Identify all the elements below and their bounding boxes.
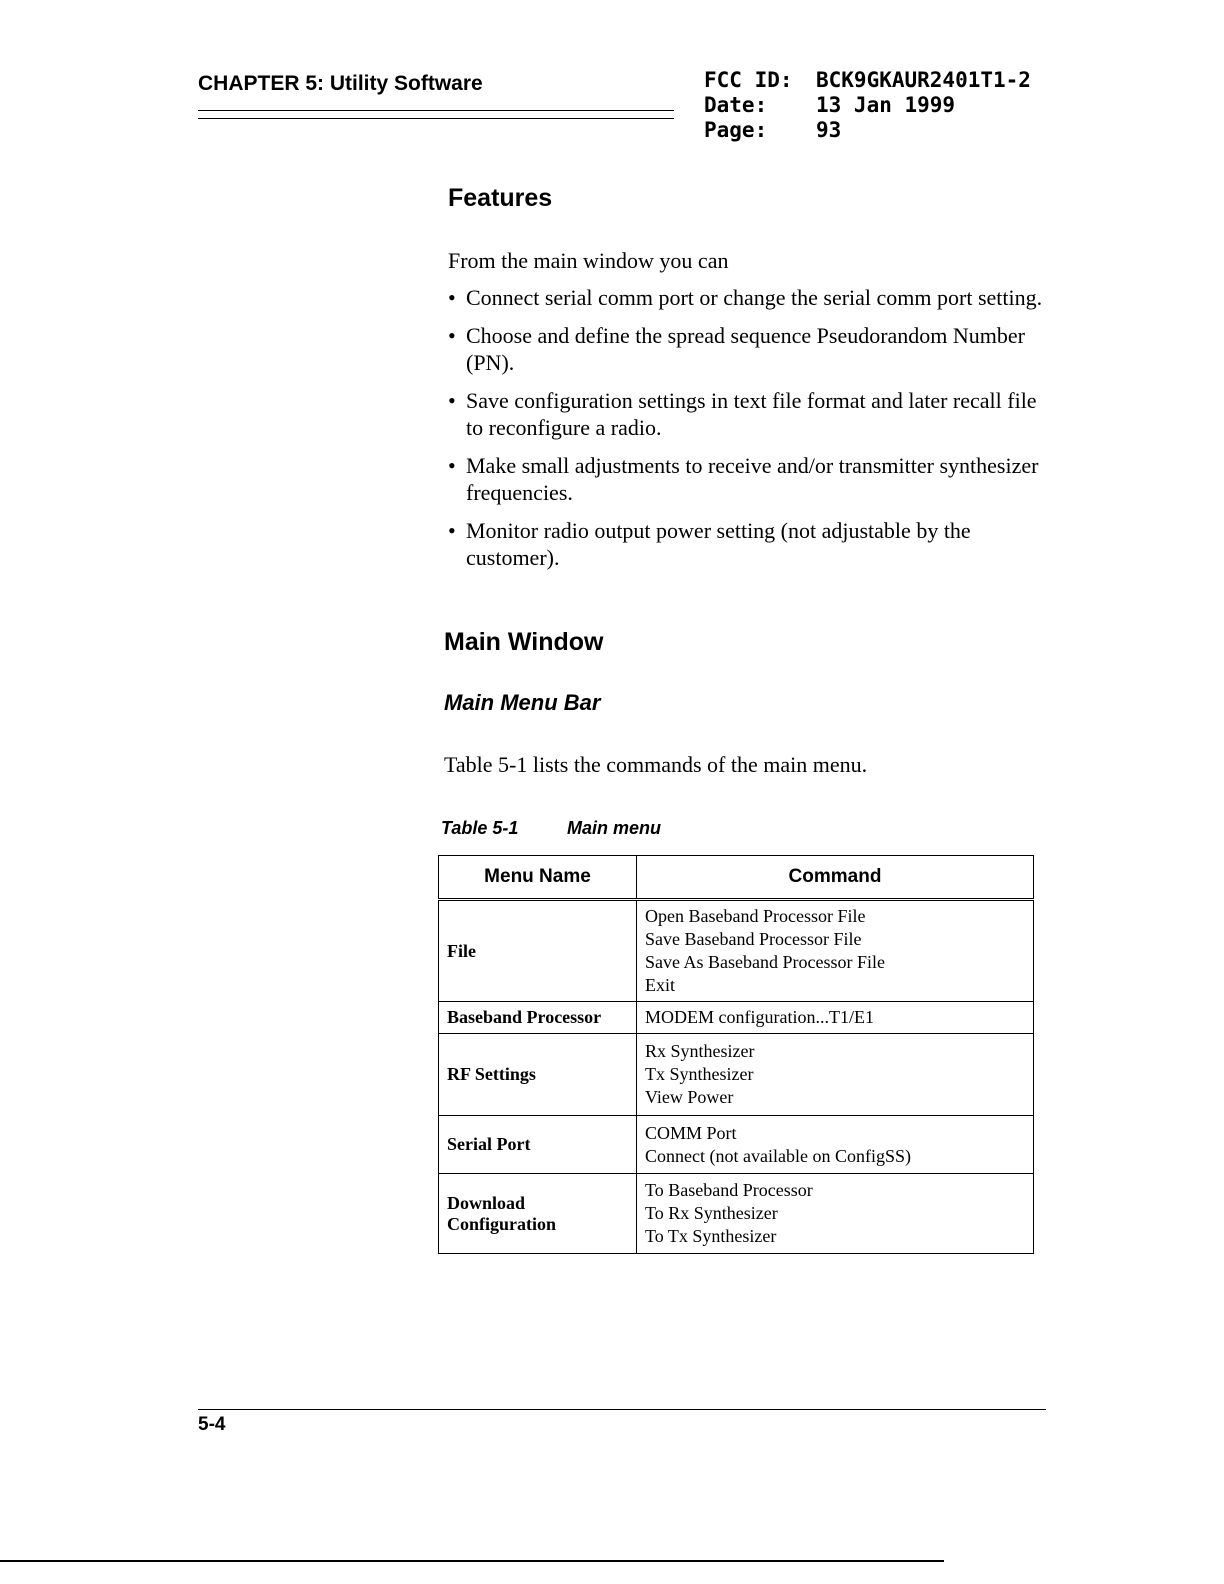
command-item: Save As Baseband Processor File [645,952,885,972]
features-intro: From the main window you can [448,248,729,273]
menu-name-cell: Baseband Processor [439,1002,637,1034]
page-label: Page: [704,118,768,142]
command-item: Rx Synthesizer [645,1041,755,1061]
command-item: Exit [645,975,675,995]
table-caption [441,818,661,839]
list-item: • Monitor radio output power setting (not adjustable by the customer). [448,517,1058,571]
command-item: MODEM configuration...T1/E1 [645,1007,874,1027]
menu-name-cell: Serial Port [439,1116,637,1174]
main-menu-table [438,855,1034,1254]
page-number: 5-4 [198,1414,226,1435]
command-cell [637,1174,1034,1254]
chapter-title: CHAPTER 5: Utility Software [198,72,483,95]
command-item: Connect (not available on ConfigSS) [645,1145,911,1166]
main-menu-bar-subheading: Main Menu Bar [444,690,601,715]
table-row [439,1002,1034,1034]
date-value: 13 Jan 1999 [816,93,956,117]
date-label: Date: [704,93,768,117]
header-rule [198,118,674,119]
table-caption-title: Main menu [567,818,662,838]
command-item: Open Baseband Processor File [645,906,866,926]
command-item: View Power [645,1087,734,1107]
command-cell [637,1116,1034,1174]
fcc-block [704,68,1031,143]
table-row [439,1034,1034,1116]
main-window-heading: Main Window [444,628,604,656]
fcc-value: BCK9GKAUR2401T1-2 [816,68,1031,92]
command-item: To Rx Synthesizer [645,1203,778,1223]
command-cell [637,1034,1034,1116]
list-item: • Choose and define the spread sequence Pseudorandom Number (PN). [448,322,1058,376]
column-header-menu-name: Menu Name [439,856,637,900]
table-row [439,1116,1034,1174]
menu-name-cell: Download Configuration [439,1174,637,1254]
scan-edge-line [0,1560,944,1562]
list-item: • Connect serial comm port or change the serial comm port setting. [448,284,1058,311]
table-row [439,1174,1034,1254]
command-cell [637,1002,1034,1034]
features-list [448,284,1058,582]
header-rule [198,110,674,111]
page-value: 93 [816,118,842,142]
command-item: To Baseband Processor [645,1180,813,1200]
command-item: To Tx Synthesizer [645,1226,777,1246]
table-intro: Table 5-1 lists the commands of the main menu. [444,752,868,777]
command-item: COMM Port [645,1122,737,1143]
command-item: Tx Synthesizer [645,1064,754,1084]
footer-rule [198,1409,1046,1410]
menu-name-cell: File [439,900,637,1002]
features-heading: Features [448,184,553,212]
fcc-label: FCC ID: [704,68,793,92]
list-item: • Save configuration settings in text file format and later recall file to reconfigure a radio. [448,387,1058,441]
table-row [439,900,1034,1002]
menu-name-cell: RF Settings [439,1034,637,1116]
table-caption-number: Table 5-1 [441,818,519,838]
command-cell [637,900,1034,1002]
command-item: Save Baseband Processor File [645,929,862,949]
column-header-command: Command [637,856,1034,900]
list-item: • Make small adjustments to receive and/or transmitter synthesizer frequencies. [448,452,1058,506]
